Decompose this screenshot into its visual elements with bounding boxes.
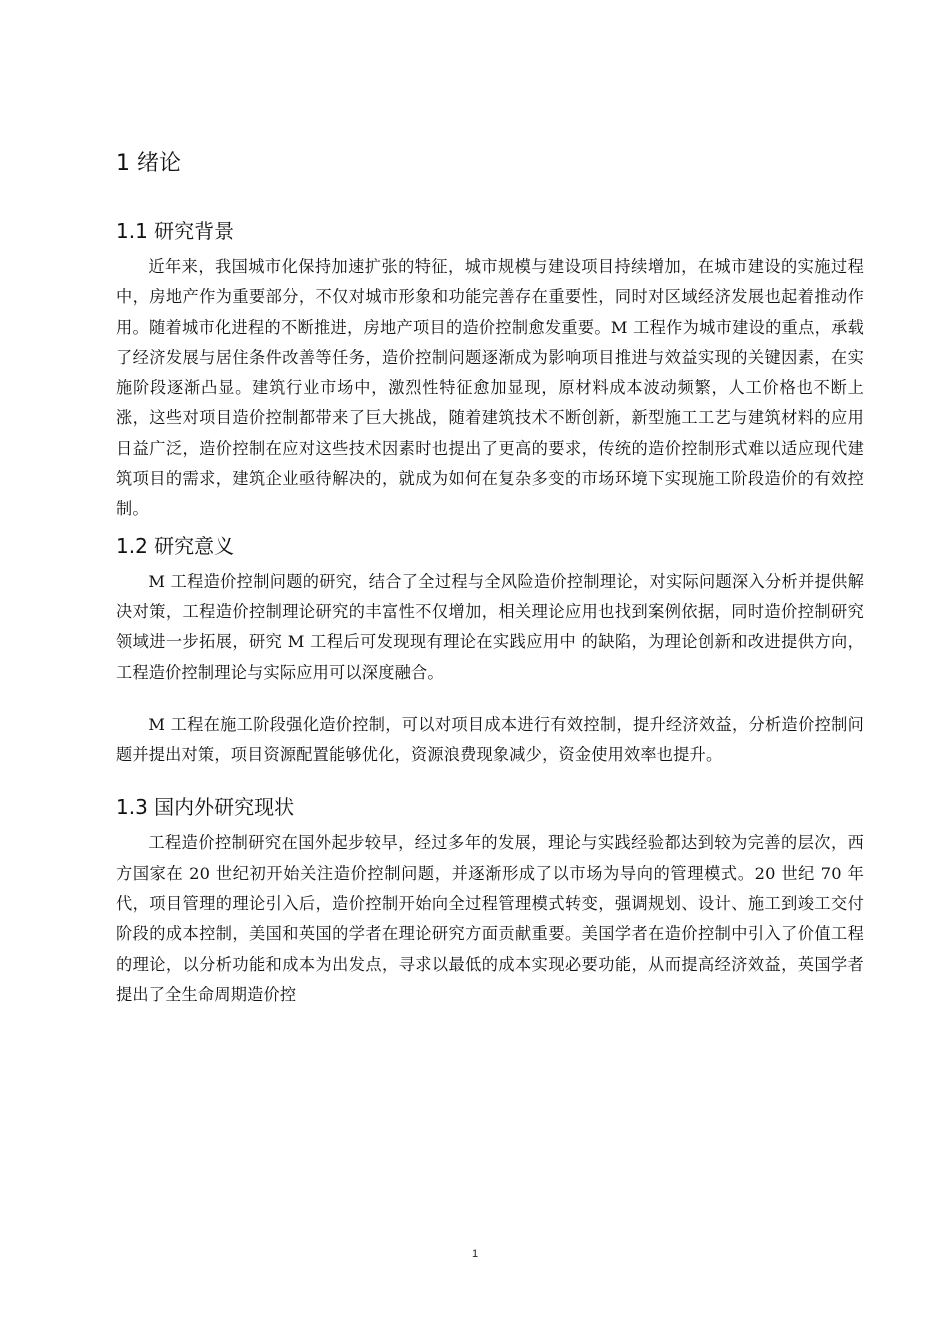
section-research-status xyxy=(116,792,864,1010)
section-heading: 1.2 研究意义 xyxy=(116,533,235,558)
section-heading: 1.1 研究背景 xyxy=(116,219,235,243)
paragraph: 近年来，我国城市化保持加速扩张的特征，城市规模与建设项目持续增加，在城市建设的实施过程中，房地产作为重要部分，不仅对城市形象和功能完善存在重要性，同时对区域经济发展也起着推动作用。随着城市化进程的不断推进，房地产项目的造价控制愈发重要。M 工程作为城市建设的重点，承载了经济发展与居住条件改善等任务，造价控制问题逐渐成为影响项目推进与效益实现的关键因素，在实施阶段逐渐凸显。建筑行业市场中，激烈性特征愈加显现，原材料成本波动频繁，人工价格也不断上涨，这些对项目造价控制都带来了巨大挑战，随着建筑技术不断创新，新型施工工艺与建筑材料的应用日益广泛，造价控制在应对这些技术因素时也提出了更高的要求，传统的造价控制形式难以适应现代建筑项目的需求，建筑企业亟待解决的，就成为如何在复杂多变的市场环境下实现施工阶段造价的有效控制。 xyxy=(116,257,864,519)
chapter-title: 1 绪论 xyxy=(116,151,181,176)
section-heading: 1.3 国内外研究现状 xyxy=(116,795,295,820)
section-research-background xyxy=(116,216,864,525)
paragraph: 工程造价控制研究在国外起步较早，经过多年的发展，理论与实践经验都达到较为完善的层次，西方国家在 20 世纪初开始关注造价控制问题，并逐渐形成了以市场为导向的管理模式。20 世纪 70 年代，项目管理的理论引入后，造价控制开始向全过程管理模式转变，强调规划、设计、施工到竣工交付阶段的成本控制，美国和英国的学者在理论研究方面贡献重要。美国学者在造价控制中引入了价值工程的理论，以分析功能和成本为出发点，寻求以最低的成本实现必要功能，从而提高经济效益，英国学者提出了全生命周期造价控 xyxy=(116,833,864,1004)
page-number: 1 xyxy=(471,1248,479,1260)
section-research-significance xyxy=(116,531,864,771)
paragraph: M 工程在施工阶段强化造价控制，可以对项目成本进行有效控制，提升经济效益，分析造价控制问题并提出对策，项目资源配置能够优化，资源浪费现象减少，资金使用效率也提升。 xyxy=(116,714,864,765)
document-body xyxy=(116,148,864,1010)
paragraph: M 工程造价控制问题的研究，结合了全过程与全风险造价控制理论，对实际问题深入分析并提供解决对策，工程造价控制理论研究的丰富性不仅增加，相关理论应用也找到案例依据，同时造价控制研究领域进一步拓展，研究 M 工程后可发现现有理论在实践应用中 的缺陷，为理论创新和改进提供方向，工程造价控制理论与实际应用可以深度融合。 xyxy=(116,571,864,682)
